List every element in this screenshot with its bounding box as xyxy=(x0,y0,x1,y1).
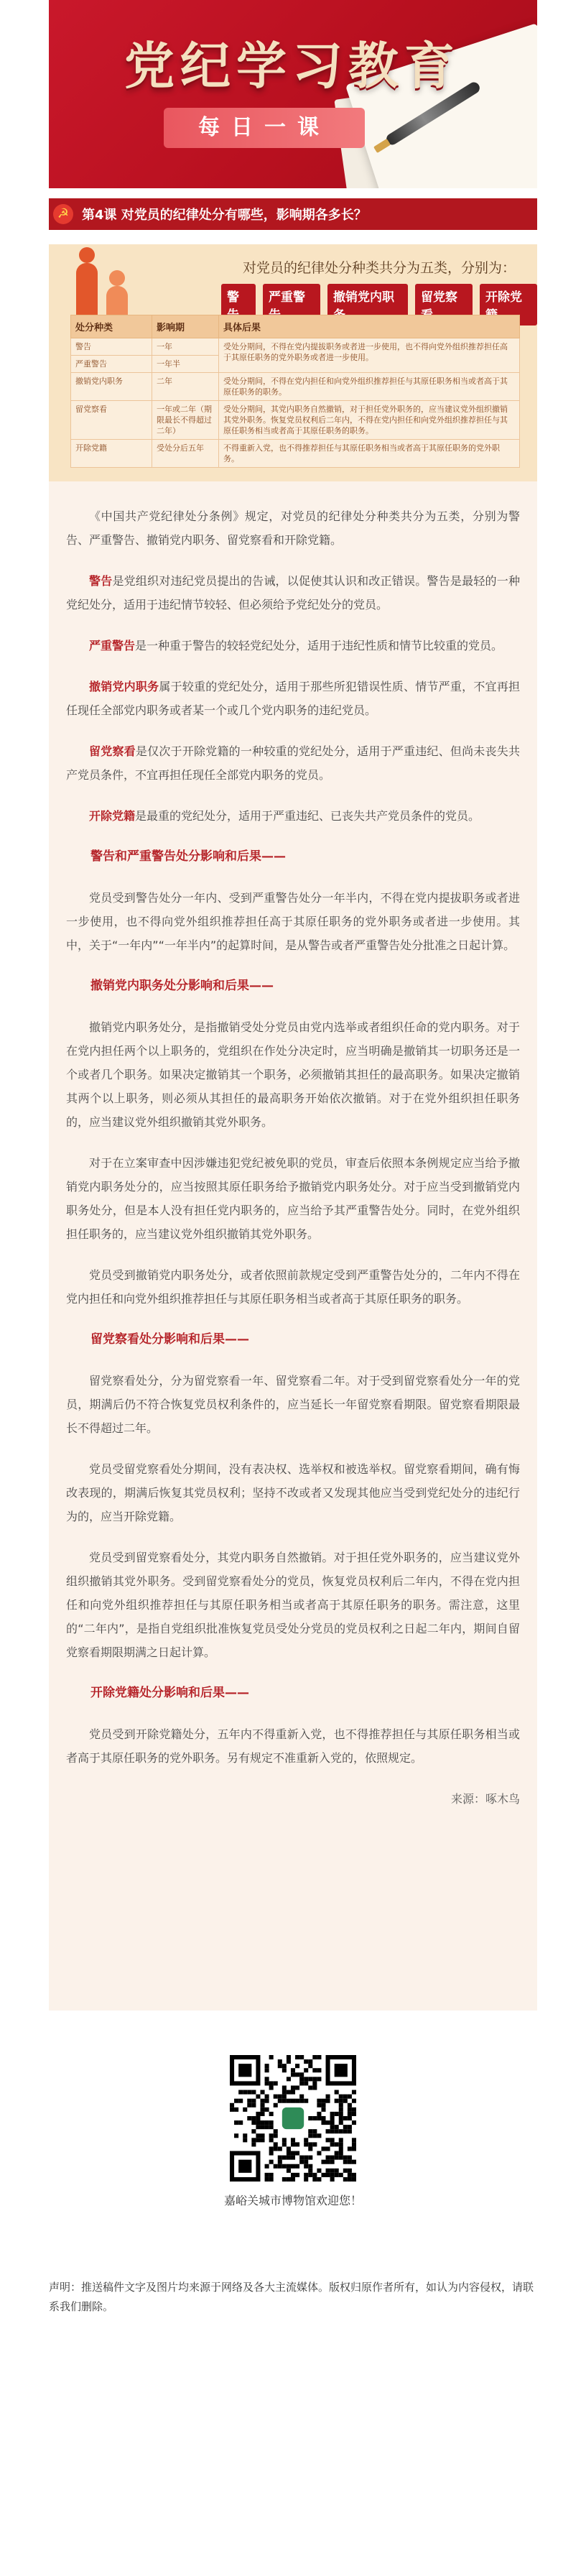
section-heading: 撤销党内职务处分影响和后果—— xyxy=(90,979,274,993)
term-highlight: 撤销党内职务 xyxy=(89,680,159,693)
punishment-table xyxy=(70,315,520,468)
banner-title: 党纪学习教育 xyxy=(124,37,460,96)
table-cell: 受处分后五年 xyxy=(152,440,219,468)
punishment-tag: 警 xyxy=(221,284,256,326)
table-cell: 受处分期间，不得在党内担任和向党外组织推荐担任与其原任职务相当或者高于其原任职务的职务。 xyxy=(219,373,520,401)
table-cell: 一年 xyxy=(152,338,219,356)
table-header: 影响期 xyxy=(152,315,219,338)
paragraph: 撤销党内职务处分，是指撤销受处分党员由党内选举或者组织任命的党内职务。对于在党内担任两个以上职务的，党组织在作处分决定时，应当明确是撤销其一切职务还是一个或者几个职务。如果决定撤销其一个职务，必须撤销其担任的最高职务。如果决定撤销其两个以上职务，则必须从其担任的最高职务开始依次撤销。对于在党外组织担任职务的，应当建议党外组织撤销其党外职务。 xyxy=(66,1020,520,1129)
paragraph: 《中国共产党纪律处分条例》规定，对党员的纪律处分种类共分为五类，分别为警告、严重警告、撤销党内职务、留党察看和开除党籍。 xyxy=(66,509,520,547)
punishment-tag: 留党察 xyxy=(415,284,473,326)
table-cell: 一年半 xyxy=(152,356,219,373)
article-source: 来源：啄木鸟 xyxy=(450,1792,520,1806)
illustration-intro: 对党员的纪律处分种类共分为五类，分别为： xyxy=(243,260,516,276)
table-header: 具体后果 xyxy=(219,315,520,338)
table-cell: 留党察看 xyxy=(71,401,152,440)
lesson-title-bar xyxy=(49,198,537,230)
paragraph: 严重警告是一种重于警告的较轻党纪处分，适用于违纪性质和情节比较重的党员。 xyxy=(89,639,503,652)
paragraph: 对于在立案审查中因涉嫌违犯党纪被免职的党员，审查后依照本条例规定应当给予撤销党内职务处分的，应当按照其原任职务给予撤销党内职务处分。对于应当受到撤销党内职务处分，但是本人没有担任党内职务的，应当给予其严重警告处分。同时，在党外组织担任职务的，应当建议党外组织撤销其党外职务。 xyxy=(66,1156,520,1241)
table-cell: 不得重新入党，也不得推荐担任与其原任职务相当或者高于其原任职务的党外职务。 xyxy=(219,440,520,468)
punishment-tag: 撤销党内职 xyxy=(327,284,408,326)
paragraph: 留党察看处分，分为留党察看一年、留党察看二年。对于受到留党察看处分一年的党员，期满后仍不符合恢复党员权利条件的，应当延长一年留党察看期限。留党察看期限最长不得超过二年。 xyxy=(66,1374,520,1435)
header-banner xyxy=(49,0,537,188)
paragraph: 留党察看是仅次于开除党籍的一种较重的党纪处分，适用于严重违纪、但尚未丧失共产党员条件，不宜再担任现任全部党内职务的党员。 xyxy=(66,744,520,782)
copyright-statement: 声明：推送稿件文字及图片均来源于网络及各大主流媒体。版权归原作者所有，如认为内容侵权，请联系我们删除。 xyxy=(49,2281,534,2313)
punishment-tag: 开除党 xyxy=(480,284,537,326)
table-cell: 警告 xyxy=(71,338,152,356)
term-highlight: 警告 xyxy=(89,574,113,588)
paragraph: 党员受到撤销党内职务处分，或者依照前款规定受到严重警告处分的，二年内不得在党内担任和向党外组织推荐担任与其原任职务相当或者高于其原任职务的职务。 xyxy=(66,1268,520,1306)
paragraph: 党员受留党察看处分期间，没有表决权、选举权和被选举权。留党察看期间，确有悔改表现的，期满后恢复其党员权利；坚持不改或者又发现其他应当受到党纪处分的违纪行为的，应当开除党籍。 xyxy=(66,1462,520,1523)
table-row xyxy=(71,373,520,401)
discipline-illustration xyxy=(49,244,537,481)
section-heading: 警告和严重警告处分影响和后果—— xyxy=(90,849,286,864)
table-header: 处分种类 xyxy=(71,315,152,338)
table-cell: 二年 xyxy=(152,373,219,401)
paragraph: 党员受到留党察看处分，其党内职务自然撤销。对于担任党外职务的，应当建议党外组织撤销其党外职务。受到留党察看处分的党员，恢复党员权利后二年内，不得在党内担任和向党外组织推荐担任与其原任职务相当或者高于其原任职务的职务。需注意，这里的“二年内”，是指自党组织批准恢复党员受处分党员的党员权利之日起二年内，期间自留党察看期限期满之日起计算。 xyxy=(66,1551,520,1659)
table-cell: 一年或二年（期限最长不得超过二年） xyxy=(152,401,219,440)
banner-subtitle: 每日一课 xyxy=(164,108,365,148)
qr-code[interactable] xyxy=(230,2055,356,2182)
table-row xyxy=(71,440,520,468)
section-heading: 开除党籍处分影响和后果—— xyxy=(90,1686,249,1700)
table-row xyxy=(71,401,520,440)
section-heading: 留党察看处分影响和后果—— xyxy=(90,1332,249,1347)
table-cell: 受处分期间，不得在党内提拔职务或者进一步使用，也不得向党外组织推荐担任高于其原任职务的党外职务或者进一步使用。 xyxy=(219,338,520,373)
qr-code-image xyxy=(230,2055,356,2182)
lesson-title: 第4课 对党员的纪律处分有哪些，影响期各多长？ xyxy=(82,208,367,223)
table-cell: 受处分期间，其党内职务自然撤销，对于担任党外职务的，应当建议党外组织撤销其党外职务。恢复党员权利后二年内，不得在党内担任和向党外组织推荐担任与其原任职务相当或者高于其原任职务的职务。 xyxy=(219,401,520,440)
qr-caption: 嘉峪关城市博物馆欢迎您！ xyxy=(223,2194,362,2207)
term-highlight: 严重警告 xyxy=(89,639,136,652)
term-highlight: 开除党籍 xyxy=(89,809,136,823)
paragraph: 开除党籍是最重的党纪处分，适用于严重违纪、已丧失共产党员条件的党员。 xyxy=(89,809,480,823)
paragraph: 党员受到警告处分一年内、受到严重警告处分一年半内，不得在党内提拔职务或者进一步使用，也不得向党外组织推荐担任高于其原任职务的党外职务或者进一步使用。其中，关于“一年内”“一年半内”的起算时间，是从警告或者严重警告处分批准之日起计算。 xyxy=(66,891,520,952)
punishment-tag: 严重警 xyxy=(263,284,320,326)
table-cell: 严重警告 xyxy=(71,356,152,373)
term-highlight: 留党察看 xyxy=(89,744,136,758)
paragraph: 警告是党组织对违纪党员提出的告诫，以促使其认识和改正错误。警告是最轻的一种党纪处分，适用于违纪情节较轻、但必须给予党纪处分的党员。 xyxy=(66,574,520,611)
party-emblem-icon: ☭ xyxy=(53,204,73,224)
table-cell: 开除党籍 xyxy=(71,440,152,468)
paragraph: 党员受到开除党籍处分，五年内不得重新入党，也不得推荐担任与其原任职务相当或者高于其原任职务的党外职务。另有规定不准重新入党的，依照规定。 xyxy=(66,1727,520,1765)
article-body xyxy=(49,481,537,2011)
table-row xyxy=(71,338,520,356)
table-cell: 撤销党内职务 xyxy=(71,373,152,401)
table-header-row xyxy=(71,315,520,338)
person-figure-icon xyxy=(76,263,98,320)
paragraph: 撤销党内职务属于较重的党纪处分，适用于那些所犯错误性质、情节严重，不宜再担任现任全部党内职务或者某一个或几个党内职务的违纪党员。 xyxy=(66,680,520,717)
